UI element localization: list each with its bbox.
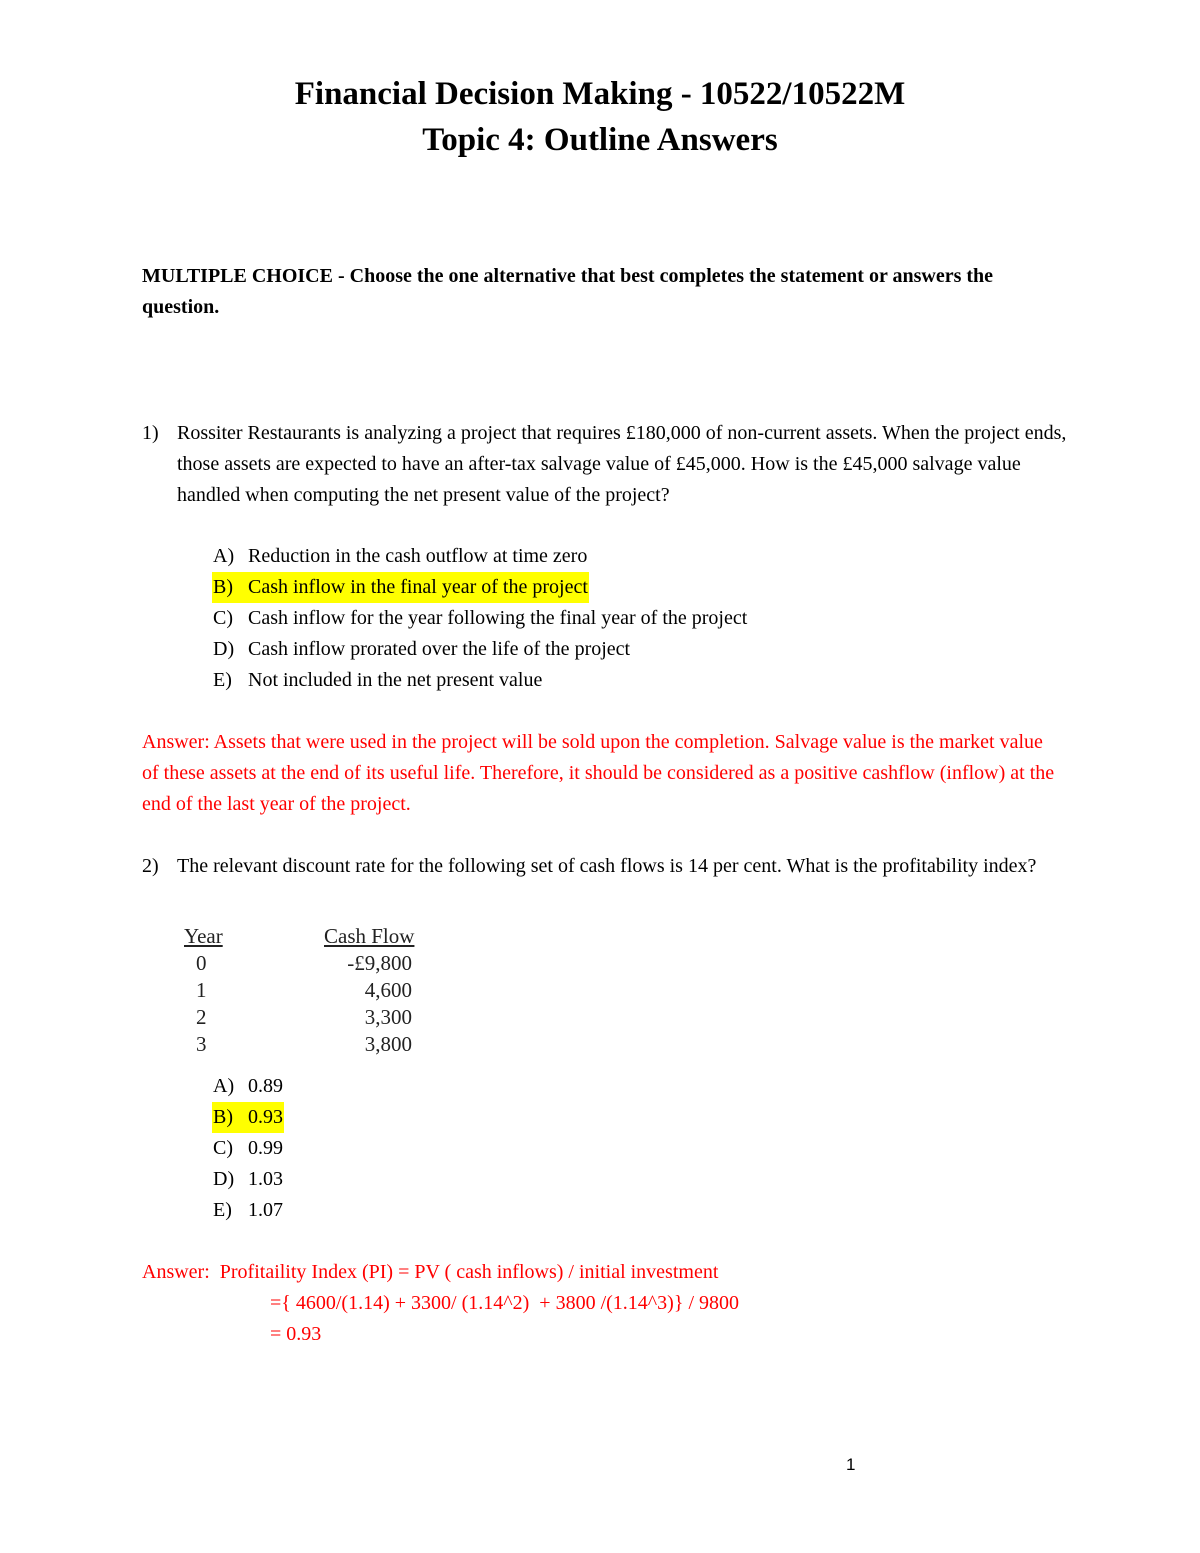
question-2-options (212, 1071, 284, 1226)
question-1-option-a (212, 541, 748, 572)
option-text: Not included in the net present value (248, 669, 543, 691)
option-wrapper-highlighted (212, 1102, 284, 1133)
document-title: Financial Decision Making - 10522/10522M (294, 76, 906, 112)
question-2-option-c (212, 1133, 284, 1164)
option-text: 1.03 (248, 1168, 283, 1190)
table-cell-year: 0 (196, 951, 207, 975)
question-2-option-b (212, 1102, 284, 1133)
option-wrapper (212, 1133, 284, 1164)
option-letter: E) (213, 1199, 232, 1221)
option-letter: B) (213, 1106, 233, 1128)
question-1-option-d (212, 634, 748, 665)
option-text: 0.89 (248, 1075, 283, 1097)
option-wrapper (212, 634, 631, 665)
option-letter: B) (213, 576, 233, 598)
table-row (182, 977, 442, 1004)
option-wrapper-highlighted (212, 572, 589, 603)
option-letter: D) (213, 638, 235, 660)
question-2-number: 2) (142, 855, 159, 877)
question-1-option-e (212, 665, 748, 696)
option-wrapper (212, 603, 748, 634)
option-letter: C) (213, 1137, 233, 1159)
question-2-option-d (212, 1164, 284, 1195)
question-1-option-c (212, 603, 748, 634)
table-cell-cash-flow: 3,800 (364, 1032, 412, 1056)
option-wrapper (212, 1071, 284, 1102)
question-1-text: Rossiter Restaurants is analyzing a project that requires £180,000 of non-current assets. When the project ends, those assets are expected to have an after-tax salvage value of £45,000. How is the £45,000 salvage value handled when computing the net present value of the project? (177, 422, 1067, 506)
question-2-answer-line-2: ={ 4600/(1.14) + 3300/ (1.14^2) + 3800 /(1.14^3)} / 9800 (270, 1292, 739, 1314)
question-1-number: 1) (142, 422, 159, 444)
table-row (182, 1004, 442, 1031)
question-2-answer-line-1: Answer: Profitaility Index (PI) = PV ( cash inflows) / initial investment (142, 1261, 719, 1283)
option-text: Reduction in the cash outflow at time zero (248, 545, 588, 567)
table-header-year: Year (184, 924, 223, 948)
option-wrapper (212, 1164, 284, 1195)
option-wrapper (212, 665, 543, 696)
question-1-answer: Answer: Assets that were used in the project will be sold upon the completion. Salvage value is the market value of these assets at the end of its useful life. Therefore, it should be considered as a positive cashflow (inflow) at the end of the last year of the project. (142, 731, 1055, 815)
question-1-options (212, 541, 748, 696)
option-letter: E) (213, 669, 232, 691)
table-header-cash-flow: Cash Flow (324, 924, 415, 948)
option-letter: A) (213, 1075, 235, 1097)
option-text: Cash inflow for the year following the final year of the project (248, 607, 748, 629)
table-row (182, 950, 442, 977)
page-number: 1 (846, 1455, 856, 1474)
table-cell-year: 1 (196, 978, 207, 1002)
question-1-option-b (212, 572, 748, 603)
option-text: 0.93 (248, 1106, 283, 1128)
table-cell-year: 3 (196, 1032, 207, 1056)
question-2-answer-line-3: = 0.93 (270, 1323, 322, 1345)
question-2-option-a (212, 1071, 284, 1102)
option-text: Cash inflow prorated over the life of the project (248, 638, 631, 660)
table-row (182, 1031, 442, 1058)
table-cell-year: 2 (196, 1005, 207, 1029)
option-letter: C) (213, 607, 233, 629)
section-instructions: MULTIPLE CHOICE - Choose the one alternative that best completes the statement or answers the question. (142, 265, 994, 318)
option-letter: D) (213, 1168, 235, 1190)
table-cell-cash-flow: 4,600 (364, 978, 412, 1002)
question-2-text: The relevant discount rate for the following set of cash flows is 14 per cent. What is the profitability index? (177, 855, 1037, 877)
option-wrapper (212, 541, 588, 572)
table-cell-cash-flow: 3,300 (364, 1005, 412, 1029)
option-text: Cash inflow in the final year of the project (248, 576, 588, 598)
table-cell-cash-flow: -£9,800 (347, 951, 412, 975)
question-2-option-e (212, 1195, 284, 1226)
option-text: 0.99 (248, 1137, 283, 1159)
option-letter: A) (213, 545, 235, 567)
option-wrapper (212, 1195, 284, 1226)
document-subtitle: Topic 4: Outline Answers (422, 122, 778, 158)
option-text: 1.07 (248, 1199, 283, 1221)
